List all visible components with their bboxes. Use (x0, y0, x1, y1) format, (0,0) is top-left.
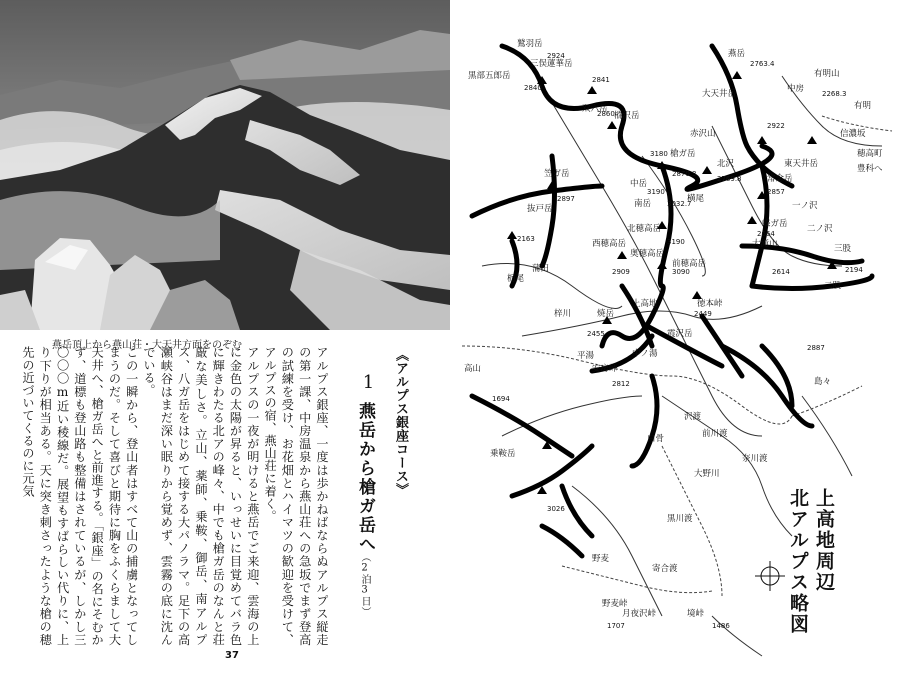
map-label: 西穂高岳 (592, 239, 627, 249)
map-label: 二ノ沢 (807, 224, 833, 234)
map-label: 霞沢岳 (667, 329, 693, 339)
map-label: 燕岳 (728, 49, 746, 59)
map-elevation: 3026 (547, 505, 565, 513)
map-label: 有明 (854, 101, 872, 111)
map-label: 高山 (464, 364, 482, 374)
map-elevation: 3190 (667, 238, 685, 246)
map-elevation: 3180 (650, 150, 668, 158)
map-label: 栃尾 (507, 274, 525, 284)
map-label: 蝶ガ岳 (762, 219, 788, 229)
map-label: 前川渡 (702, 429, 728, 439)
map-label: 上高地 (632, 299, 658, 309)
map-label: 安房峠 (592, 364, 618, 374)
map-label: 中ノ湯 (632, 349, 658, 359)
map-elevation: 2924 (547, 52, 565, 60)
map-elevation: 2194 (845, 266, 863, 274)
map-elevation: 2857 (767, 188, 785, 196)
map-label: 徳本峠 (697, 299, 723, 309)
map-label: 島々 (814, 377, 832, 387)
map-routes (472, 46, 872, 556)
map-label: 平湯 (577, 351, 595, 361)
map-label: 白骨 (647, 434, 665, 444)
body-paragraph: アルプスの一夜が明けると燕岳でご来迎、雲海の上に金色の太陽が昇ると、いっせいに目覚めてバラ色に輝きわたる北アの峰々、中でも槍ガ岳のなんと荘厳な美しさ。立山、薬師、乗鞍、御岳、南アルプス、八ガ岳をはじめて接する大パノラマ。足下の高瀬峡谷はまだ深い眠りから覚めず、雲霧の底に沈んでいる。 (142, 346, 260, 646)
map-elevation: 2614 (772, 268, 790, 276)
map-label: 穂高町 (857, 149, 883, 159)
mountain-photo-image (0, 0, 450, 330)
chapter-duration: （2泊3日） (359, 552, 370, 617)
map-elevation: 2769.8 (717, 175, 742, 183)
body-text (20, 346, 330, 646)
map-elevation: 1486 (712, 622, 730, 630)
map-label: 三股 (834, 244, 852, 254)
map-elevation: 2860 (597, 110, 615, 118)
map-elevation: 2449 (694, 310, 712, 318)
map-label: 一ノ沢 (792, 201, 818, 211)
map-elevation: 2763.4 (750, 60, 775, 68)
map-elevation: 2455 (587, 330, 605, 338)
map-elevation: 2812 (612, 380, 630, 388)
map-label: 奥穂高岳 (630, 249, 665, 259)
map-label: 黒川渡 (667, 514, 693, 524)
map-label: 北沢 (717, 159, 735, 169)
map-elevation: 1694 (492, 395, 510, 403)
map-label: 赤沢山 (690, 129, 716, 139)
map-title (785, 488, 837, 635)
map-label: 大野川 (694, 469, 720, 479)
map-label: 二股 (824, 281, 842, 291)
map-elevation: 2922 (767, 122, 785, 130)
map-elevation: 2909 (612, 268, 630, 276)
map-label: 双六岳 (582, 104, 608, 114)
map-label: 鷲羽岳 (517, 39, 543, 49)
section-label: 《アルプス銀座コース》 (393, 348, 408, 497)
map-label: 梓川 (554, 309, 572, 319)
map-label: 中房 (787, 84, 805, 94)
map-label: 野麦 (592, 554, 610, 564)
map-label: 境峠 (687, 609, 705, 619)
map-elevation: 2840 (524, 84, 542, 92)
map-label: 南岳 (634, 199, 652, 209)
map-label: 寄合渡 (652, 564, 678, 574)
map-elevation: 2841 (592, 76, 610, 84)
map-label: 槍ガ岳 (670, 149, 696, 159)
map-elevation: 2887 (807, 344, 825, 352)
map-label: 乗鞍岳 (490, 449, 516, 459)
map-label: 奈川渡 (742, 454, 768, 464)
map-label: 常念岳 (767, 174, 793, 184)
page-number: 37 (225, 650, 239, 661)
map-elevation: 2163 (517, 235, 535, 243)
body-paragraph: アルプス銀座、一度は歩かねばならぬアルプス縦走の第一課、中房温泉から燕山荘への急坂でまず登高の試練を受け、お花畑とハイマツの歓迎を受けて、アルプスの宿、燕山荘に着く。 (263, 346, 329, 646)
map-title-line: 上高地周辺 (813, 488, 835, 593)
map-label: 信濃坂 (840, 129, 866, 139)
map-elevation: 3090 (672, 268, 690, 276)
map-label: 野麦峠 (602, 599, 628, 609)
chapter-number: 1 (358, 372, 379, 394)
map-label: 豊科へ (857, 164, 883, 174)
map-label: 蒲田 (532, 264, 550, 274)
photo-caption: 燕岳頂上から燕山荘・大天井方面をのぞむ (52, 340, 242, 351)
map-label: 東天井岳 (784, 159, 819, 169)
map-elevation: 3032.7 (667, 200, 692, 208)
chapter-title: 燕岳から槍ガ岳へ (355, 402, 375, 554)
map-label: 黒部五郎岳 (468, 71, 511, 81)
map-elevation: 2268.3 (822, 90, 847, 98)
mountain-photo (0, 0, 450, 330)
map-label: 三俣蓮華岳 (530, 59, 573, 69)
map-elevation: 2664 (757, 230, 775, 238)
map-elevation: 2870.3 (672, 170, 697, 178)
map-elevation: 3190 (647, 188, 665, 196)
map-title-line: 北アルプス略図 (787, 488, 809, 635)
map-label: 大天井岳 (702, 89, 737, 99)
map-peak-markers (507, 71, 837, 494)
map-label: 中岳 (630, 179, 648, 189)
map-elevation: 2897 (557, 195, 575, 203)
map-elevation: 1707 (607, 622, 625, 630)
map-label: 月夜沢峠 (622, 609, 657, 619)
compass-icon (755, 561, 785, 591)
map-label: 横尾 (687, 194, 705, 204)
map-label: 笠ガ岳 (544, 169, 570, 179)
map-label: 北穂高岳 (627, 224, 662, 234)
map-label: 有明山 (814, 69, 840, 79)
map-label: 抜戸岳 (527, 204, 553, 214)
map-label: 樅沢岳 (614, 111, 640, 121)
map-label: 沢渡 (684, 412, 702, 422)
map-label: 大滝山 (752, 239, 778, 249)
map-label: 前穂高岳 (672, 259, 707, 269)
body-paragraph: この一瞬から、登山者はすべて山の捕虜となってしまうのだ。そして喜びと期待に胸をふくらまして大天井へ、槍ガ岳へと前進する。「銀座」の名にそむかず、道標も登山路も整備はされているが、しかし三〇〇〇m近い稜線だ。展望もすばらしい代りに、上り下りが相当ある。天に突き刺さったような槍の穂先の近づいてくるのに元気 (20, 346, 139, 646)
map-label: 焼岳 (597, 309, 615, 319)
